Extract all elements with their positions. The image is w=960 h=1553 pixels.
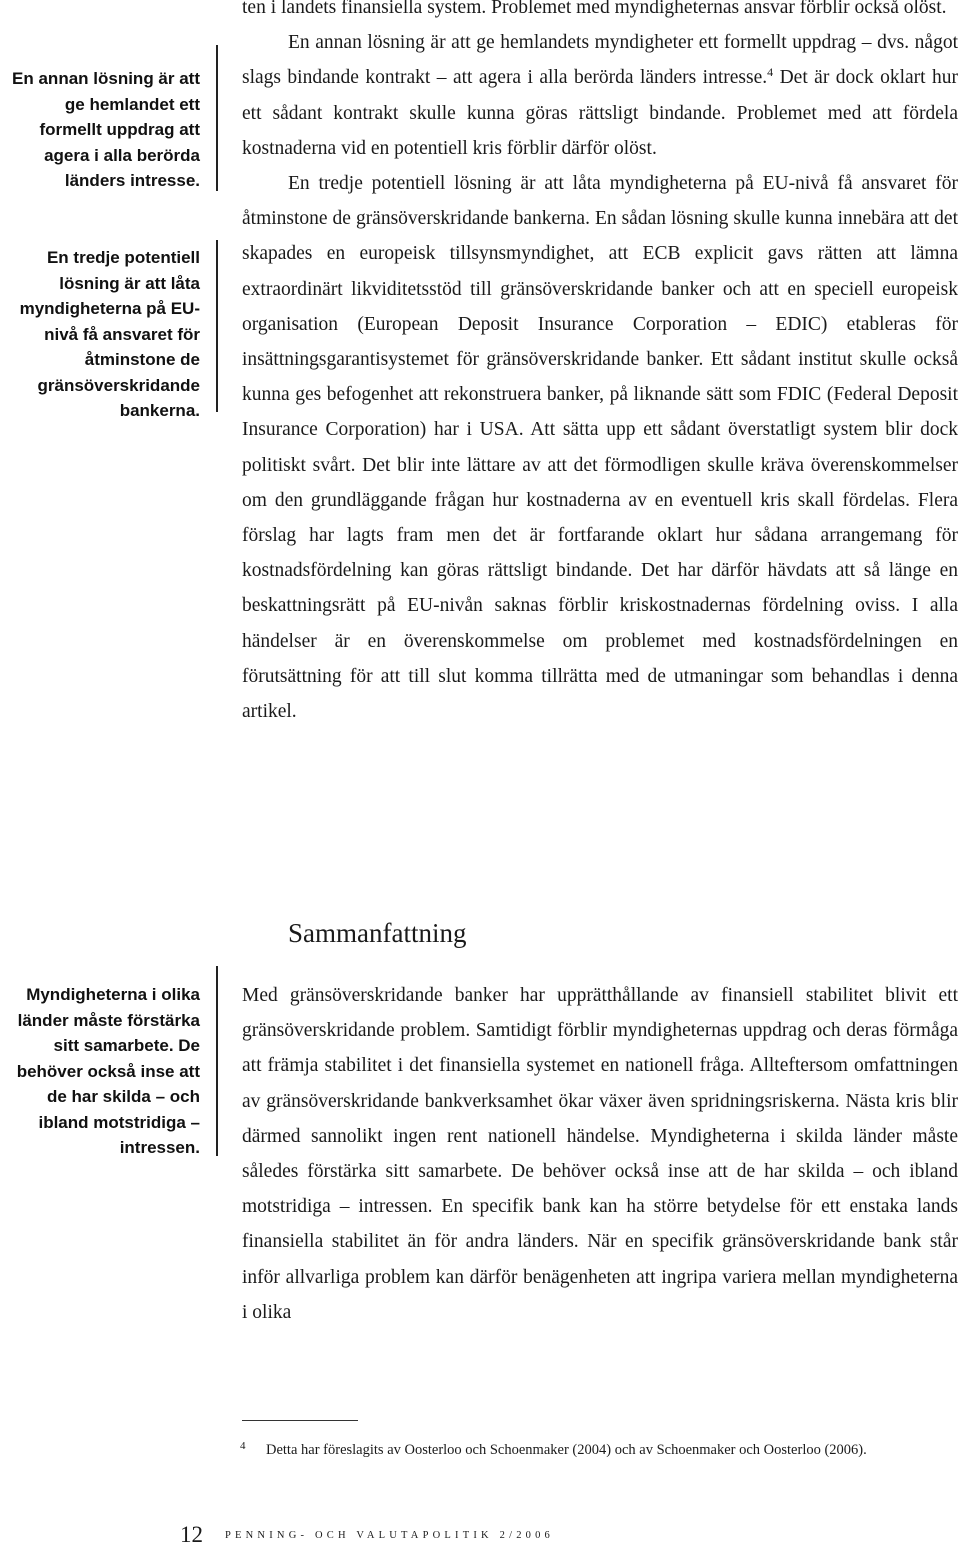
- paragraph: ten i landets finansiella system. Problemet med myndigheternas ansvar förblir också olöst.: [242, 0, 947, 18]
- margin-note-eu-level: En tredje potentiell lösning är att låta myndigheterna på EU-nivå få ansvaret för åtminstone de gränsöverskridande bankerna.: [19, 248, 200, 420]
- paragraph-text: Det är dock oklart hur ett sådant kontrakt skulle kunna göras rättsligt bindande. Problemet med att fördela kostnaderna vid en potentiell kris förblir därför olöst.: [242, 67, 959, 159]
- margin-note-formal-mandate: En annan lösning är att ge hemlandet ett formellt uppdrag att agera i alla berörda länders intresse.: [12, 69, 200, 190]
- page-footer: [180, 1522, 554, 1552]
- section-heading: Sammanfattning: [288, 918, 467, 948]
- paragraph: En tredje potentiell lösning är att låta myndigheterna på EU-nivå få ansvaret för åtminstone de gränsöverskridande bankerna. En sådan lösning skulle kunna innebära att det skapades en europeisk tillsynsmyndighet, att ECB explicit gavs rätten att lämna extraordinärt likviditetsstöd till gränsöverskridande banker och att en speciell europeisk organisation (European Deposit Insurance Corporation – EDIC) etableras för insättningsgarantisystemet för gränsöverskridande banker. Ett sådant institut skulle också kunna ges befogenhet att rekonstruera banker, på liknande sätt som FDIC (Federal Deposit Insurance Corporation) har i USA. Att sätta upp ett sådant överstatligt system blir dock politiskt svårt. Det blir inte lättare av att det förmodligen skulle kräva överenskommelser om den grundläggande frågan hur kostnaderna av en eventuell kris skall fördelas. Flera förslag har lagts fram men det är fortfarande oklart hur sådana arrangemang för kostnadsfördelning kan göras rättsligt bindande. Det har därför hävdats att så länge en beskattningsrätt på EU-nivån saknas förblir kriskostnadernas fördelning oviss. I alla händelser är en överenskommelse om problemet med kostnadsfördelningen en förutsättning för att till slut komma tillrätta med de utmaningar som behandlas i denna artikel.: [242, 173, 958, 723]
- page-number: 12: [180, 1522, 203, 1547]
- footnote-divider: [242, 1420, 358, 1421]
- footnote-number: 4: [240, 1440, 246, 1452]
- margin-note-rule: [216, 966, 218, 1156]
- body-text: [242, 0, 958, 729]
- footnote-reference: 4: [767, 65, 774, 80]
- paragraph: Med gränsöverskridande banker har upprätthållande av finansiell stabilitet blivit ett gränsöverskridande problem. Samtidigt förblir myndigheternas uppdrag och deras förmåga att främja stabilitet i det finansiella systemet en nationell fråga. Allteftersom omfattningen av gränsöverskridande bankverksamhet ökar växer även spridningsriskerna. Nästa kris blir därmed sannolikt ingen rent nationell händelse. Myndigheterna i skilda länder måste således förstärka sitt samarbete. De behöver också inse att de har skilda – och ibland motstridiga – intressen. En specifik bank kan ha större betydelse för ett enstaka lands finansiella stabilitet än för andra länders. När en specifik gränsöverskridande bank står inför allvarliga problem kan därför benägenheten att ingripa variera mellan myndigheterna i olika: [242, 985, 958, 1323]
- margin-note-rule: [216, 45, 218, 191]
- paragraph: [242, 25, 958, 166]
- margin-note-rule: [216, 240, 218, 412]
- journal-name: PENNING- OCH VALUTAPOLITIK 2/2006: [225, 1529, 554, 1541]
- footnote-text: Detta har föreslagits av Oosterloo och Schoenmaker (2004) och av Schoenmaker och Oosterloo (2006).: [266, 1442, 867, 1458]
- summary-text: [242, 978, 958, 1330]
- margin-note-cooperation: Myndigheterna i olika länder måste förstärka sitt samarbete. De behöver också inse att de har skilda – och ibland motstridiga – intressen.: [16, 985, 200, 1157]
- paragraph-text: En annan lösning är att ge hemlandets myndigheter ett formellt uppdrag – dvs. något slags bindande kontrakt – att agera i alla berörda länders intresse.: [242, 32, 958, 89]
